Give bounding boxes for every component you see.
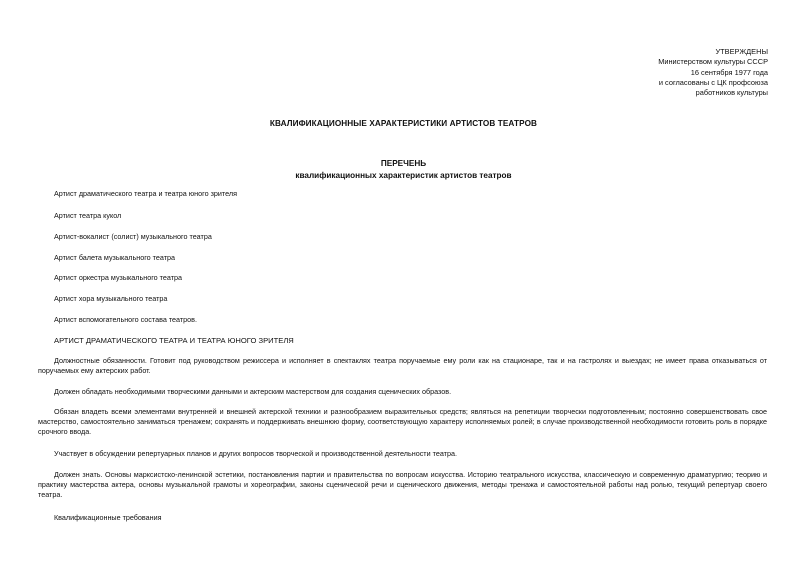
list-item: Артист оркестра музыкального театра <box>54 273 182 282</box>
list-title: ПЕРЕЧЕНЬ <box>380 159 427 168</box>
section-heading: АРТИСТ ДРАМАТИЧЕСКОГО ТЕАТРА И ТЕАТРА ЮНОГО ЗРИТЕЛЯ <box>54 336 294 345</box>
paragraph: Обязан владеть всеми элементами внутренней и внешней актерской техники и разнообразием выразительных средств; являться на репетиции творчески подготовленным; постоянно совершенствовать свое мастерство, самостоятельно заниматься тренажем; сохранять и поддерживать внешнюю форму, соответствующую характеру исполняемых ролей; в случае производственной необходимости готовить роль в порядке срочного ввода. <box>38 407 767 437</box>
document-title: КВАЛИФИКАЦИОННЫЕ ХАРАКТЕРИСТИКИ АРТИСТОВ ТЕАТРОВ <box>269 119 538 128</box>
list-item: Артист-вокалист (солист) музыкального театра <box>54 232 212 241</box>
approval-line: работников культуры <box>695 88 768 98</box>
list-item: Артист театра кукол <box>54 211 122 220</box>
list-item: Артист вспомогательного состава театров. <box>54 315 197 324</box>
list-item: Артист хора музыкального театра <box>54 294 168 303</box>
approval-block <box>568 47 768 98</box>
list-subtitle: квалификационных характеристик артистов театров <box>295 170 512 180</box>
approval-line: УТВЕРЖДЕНЫ <box>715 47 768 56</box>
approval-line: 16 сентября 1977 года <box>690 67 768 77</box>
paragraph: Участвует в обсуждении репертуарных планов и других вопросов творческой и производственной деятельности театра. <box>54 449 457 458</box>
list-item: Артист балета музыкального театра <box>54 253 176 262</box>
approval-line: Министерством культуры СССР <box>658 57 768 67</box>
list-item: Артист драматического театра и театра юного зрителя <box>54 189 237 198</box>
paragraph: Должностные обязанности. Готовит под руководством режиссера и исполняет в спектаклях театра поручаемые ему роли как на стационаре, так и на гастролях и выездах; не имеет права отказываться от поручаемых ему актерских работ. <box>38 356 767 376</box>
list-title-block <box>0 158 807 181</box>
paragraph: Должен обладать необходимыми творческими данными и актерским мастерством для создания сценических образов. <box>54 387 452 396</box>
paragraph: Должен знать. Основы марксистско-ленинской эстетики, постановления партии и правительства по вопросам искусства. Историю театрального искусства, классическую и современную драматургию; теорию и практику мастерства актера, основы музыкальной грамоты и хореографии, законы сценической речи и сценического движения, методы тренажа и самостоятельной работы над ролью, текущий репертуар своего театра. <box>38 470 767 500</box>
requirements-label: Квалификационные требования <box>54 513 162 522</box>
approval-line: и согласованы с ЦК профсоюза <box>658 77 768 87</box>
